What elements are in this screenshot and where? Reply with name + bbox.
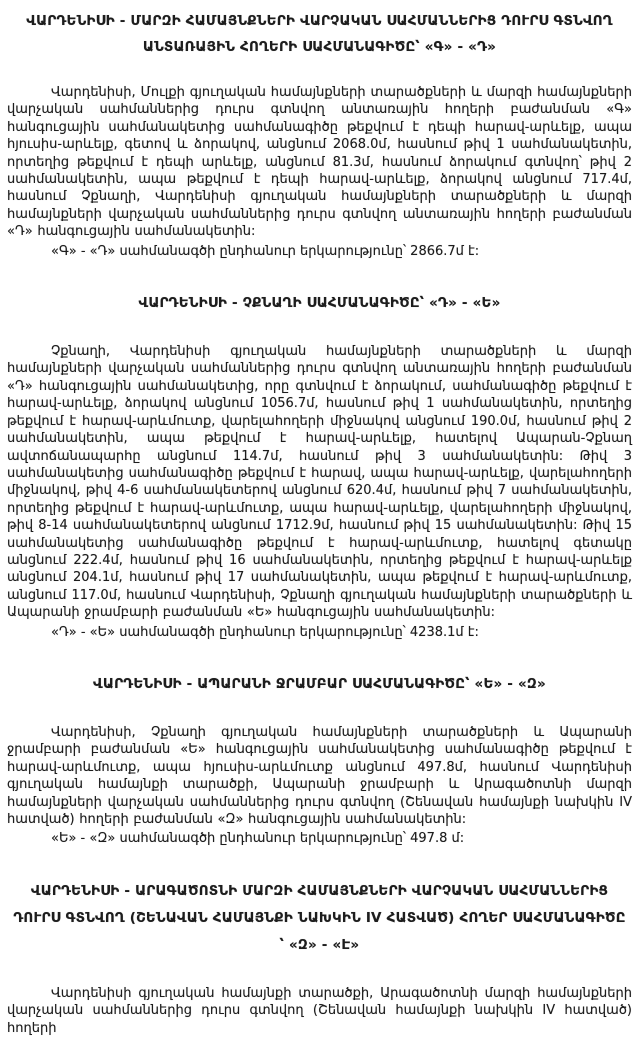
boundary-heading-d-e: ՎԱՐԴԵՆԻՍԻ - ՉՔՆԱՂԻ ՍԱՀՄԱՆԱԳԻԾԸ՝ «Դ» - «Ե»: [138, 295, 501, 312]
boundary-heading-e-z: ՎԱՐԴԵՆԻՍԻ - ԱՊԱՐԱՆԻ ՋՐԱՄԲԱՐ ՍԱՀՄԱՆԱԳԻԾԸ՝ «Ե» - «Զ»: [93, 675, 546, 692]
boundary-description-e-z: Վարդենիսի, Չքնաղի գյուղական համայնքների տարածքների և Ապարանի ջրամբարի բաժանման «Ե» հանգուցային սահմանակետից սահմանագիծը թեքվում է հարավ-արևմուտք, ապա հյուսիս-արևմուտք անցնում 497.8մ, հասնում Վարդենիսի գյուղական համայնքի տարածքի, Ապարանի ջրամբարի և Արագածոտնի մարզի համայնքների վարչական սահմաններից դուրս գտնվող (Շենավան համայնքի նախկին IV հատված) հողերի բաժանման «Զ» հանգուցային սահմանակետին:: [7, 724, 632, 827]
boundary-description-g-d: Վարդենիսի, Մուլքի գյուղական համայնքների տարածքների և մարզի համայնքների վարչական սահմաններից դուրս գտնվող անտառային հողերի բաժանման «Գ» հանգուցային սահմանակետից սահմանագիծը թեքվում է դեպի հարավ-արևելք, ապա հյուսիս-արևելք, գետով և ձորակով, անցնում 2068.0մ, հասնում թիվ 1 սահմանակետին, որտեղից թեքվում է դեպի արևելք, անցնում 81.3մ, հասնում ձորակում գտնվող՝ թիվ 2 սահմանակետին, ապա թեքվում է դեպի հարավ-արևելք, ձորակով անցնում 717.4մ, հասնում Չքնաղի, Վարդենիսի գյուղական համայնքների տարածքների և մարզի համայնքների վարչական սահմաններից դուրս գտնվող անտառային հողերի բաժանման «Դ» հանգուցային սահմանակետին:: [7, 85, 632, 240]
total-length-g-d: «Գ» - «Դ» սահմանագծի ընդհանուր երկարությունը՝ 2866.7մ է:: [51, 243, 480, 259]
boundary-heading-z-e7: ՎԱՐԴԵՆԻՍԻ - ԱՐԱԳԱԾՈՏՆԻ ՄԱՐԶԻ ՀԱՄԱՅՆՔՆԵՐԻ ՎԱՐՉԱԿԱՆ ՍԱՀՄԱՆՆԵՐԻՑ ԴՈՒՐՍ ԳՏՆՎՈՂ (ՇԵՆԱՎԱՆ ՀԱՄԱՅՆՔԻ ՆԱԽԿԻՆ IV ՀԱՏՎԱԾ) ՀՈՂԵՐ ՍԱՀՄԱՆԱԳԻԾԸ ՝ «Զ» - «Է»: [13, 882, 626, 953]
total-length-e-z: «Ե» - «Զ» սահմանագծի ընդհանուր երկարությունը՝ 497.8 մ:: [51, 831, 465, 847]
total-length-d-e: «Դ» - «Ե» սահմանագծի ընդհանուր երկարությունը՝ 4238.1մ է:: [51, 624, 479, 640]
boundary-description-z-e7-truncated: Վարդենիսի գյուղական համայնքի տարածքի, Արագածոտնի մարզի համայնքների վարչական սահմաններից դուրս գտնվող (Շենավան համայնքի նախկին IV հատված) հողերի: [7, 985, 632, 1036]
boundary-description-d-e: Չքնաղի, Վարդենիսի գյուղական համայնքների տարածքների և մարզի համայնքների վարչական սահմաններից դուրս գտնվող անտառային հողերի բաժանման «Դ» հանգուցային սահմանակետից, որը գտնվում է ձորակում, սահմանագիծը թեքվում է հարավ-արևելք, ձորակով անցնում 1056.7մ, հասնում թիվ 1 սահմանակետին, որտեղից թեքվում է հարավ-արևմուտք, վարելահողերի միջնակով անցնում 190.0մ, հասնում թիվ 2 սահմանակետին, ապա թեքվում է հարավ-արևելք, հատելով Ապարան-Չքնաղ ավտոճանապարհը անցնում 114.7մ, հասնում թիվ 3 սահմանակետին: Թիվ 3 սահմանակետից սահմանագիծը թեքվում է հարավ, ապա հարավ-արևելք, վարելահողերի միջնակով, թիվ 4-6 սահմանակետերով անցնում 620.4մ, հասնում թիվ 7 սահմանակետին, որտեղից թեքվում է հարավ-արևմուտք, ապա հարավ-արևելք, վարելահողերի միջնակով, թիվ 8-14 սահմանակետերով անցնում 1712.9մ, հասնում թիվ 15 սահմանակետին: Թիվ 15 սահմանակետից սահմանագիծը թեքվում է հարավ-արևմուտք, հատելով գետակը անցնում 222.4մ, հասնում թիվ 16 սահմանակետին, որտեղից թեքվում է հարավ-արևելք անցնում 204.1մ, հասնում թիվ 17 սահմանակետին, ապա թեքվում է հարավ-արևմուտք, անցնում 117.0մ, հասնում Վարդենիսի, Չքնաղի գյուղական համայնքների տարածքների և Ապարանի ջրամբարի բաժանման «Ե» հանգուցային սահմանակետին:: [7, 344, 632, 621]
boundary-heading-g-d: ՎԱՐԴԵՆԻՍԻ - ՄԱՐԶԻ ՀԱՄԱՅՆՔՆԵՐԻ ՎԱՐՉԱԿԱՆ ՍԱՀՄԱՆՆԵՐԻՑ ԴՈՒՐՍ ԳՏՆՎՈՂ ԱՆՏԱՌԱՅԻՆ ՀՈՂԵՐԻ ՍԱՀՄԱՆԱԳԻԾԸ՝ «Գ» - «Դ»: [26, 13, 613, 55]
